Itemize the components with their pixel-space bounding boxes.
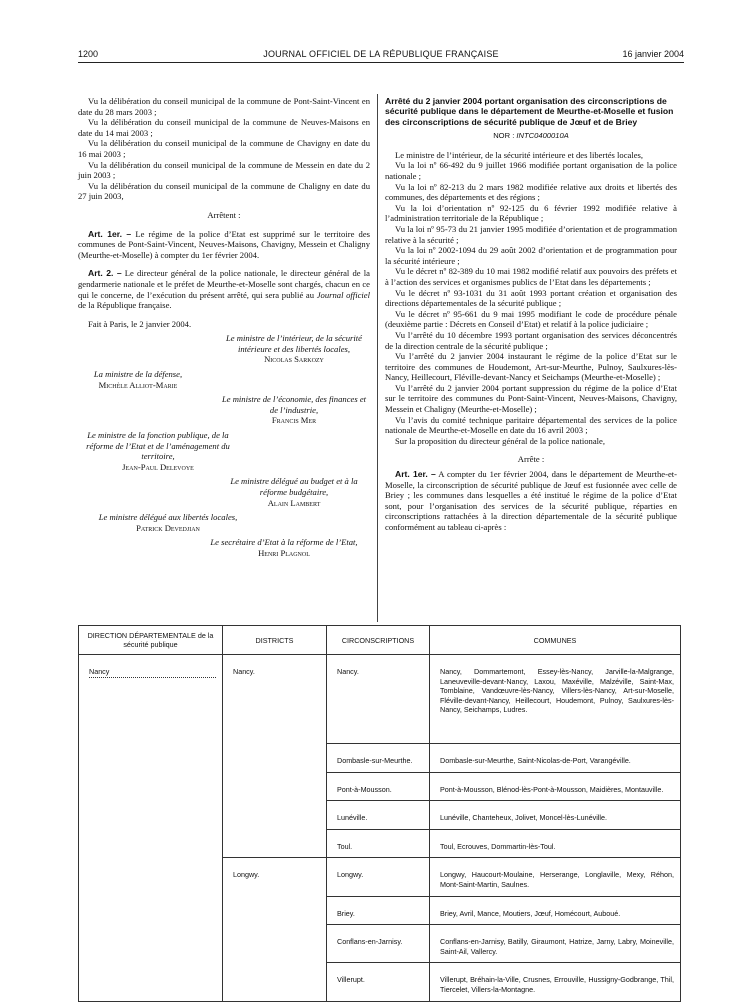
vu-paragraph: Vu la délibération du conseil municipal de la commune de Neuves-Maisons en date du 14 mai 2003 ;	[78, 117, 370, 138]
signatory-title: Le secrétaire d’Etat à la réforme de l’Etat,	[210, 537, 358, 548]
article-1	[78, 229, 370, 261]
circonscription-cell: Lunéville.	[327, 801, 430, 830]
signatory-name: Jean-Paul Delevoye	[122, 461, 194, 472]
vu-paragraph: Vu la délibération du conseil municipal de la commune de Messein en date du 2 juin 2003 ;	[78, 159, 370, 181]
circonscription-cell: Conflans-en-Jarnisy.	[327, 925, 430, 963]
vu-paragraph: Vu l’avis du comité technique paritaire départemental des services de la police nationale de Meurthe-et-Moselle en date du 16 avril 2003 ;	[385, 414, 677, 436]
header-direction: DIRECTION DÉPARTEMENTALE de la sécurité publique	[79, 626, 223, 655]
vu-paragraph: Vu la délibération du conseil municipal de la commune de Chaligny en date du 27 juin 2003,	[78, 180, 370, 202]
vu-paragraph: Vu la délibération du conseil municipal de la commune de Chavigny en date du 16 mai 2003 ;	[78, 138, 370, 159]
signature-block	[78, 369, 198, 390]
header-districts: DISTRICTS	[223, 626, 327, 655]
signatory-title: Le ministre de l’économie, des finances et de l’industrie,	[221, 394, 367, 415]
signatory-title: La ministre de la défense,	[93, 369, 183, 380]
communes-cell: Villerupt, Bréhain-la-Ville, Crusnes, Errouville, Hussigny-Godbrange, Thil, Tiercelet, Villers-la-Montagne.	[430, 963, 681, 1001]
vu-paragraph: Vu la loi nº 82-213 du 2 mars 1982 modifiée relative aux droits et libertés des communes, des départements et des régions ;	[385, 181, 677, 203]
article-1-label: Art. 1er. –	[395, 469, 436, 480]
article-1-label: Art. 1er. –	[88, 228, 132, 239]
vu-paragraph: Vu la loi d’orientation nº 92-125 du 6 février 1992 modifiée relative à l’administration territoriale de la République ;	[385, 202, 677, 224]
communes-cell: Longwy, Haucourt-Moulaine, Herserange, Longlaville, Mexy, Réhon, Mont-Saint-Martin, Saulnes.	[430, 858, 681, 896]
signatory-name: Nicolas Sarkozy	[264, 354, 324, 365]
vu-paragraph: Vu la loi nº 66-492 du 9 juillet 1966 modifiée portant organisation de la police nationale ;	[385, 160, 677, 181]
article-2-label: Art. 2. –	[88, 268, 122, 279]
nor-code: INTC0400010A	[516, 131, 569, 141]
article-2	[78, 268, 370, 310]
header-circonscriptions: CIRCONSCRIPTIONS	[327, 626, 430, 655]
vu-paragraph: Sur la proposition du directeur général de la police nationale,	[395, 435, 605, 446]
header-rule	[78, 62, 684, 63]
nor-reference	[385, 131, 677, 142]
table-header-row	[79, 626, 681, 655]
vu-paragraph: Vu la loi nº 2002-1094 du 29 août 2002 d’orientation et de programmation pour la sécurité intérieure ;	[385, 245, 677, 266]
circonscription-cell: Villerupt.	[327, 963, 430, 1001]
nor-label: NOR :	[493, 131, 517, 141]
circonscription-cell: Briey.	[327, 896, 430, 925]
signatory-name: Francis Mer	[271, 415, 317, 426]
page-number: 1200	[78, 49, 99, 59]
direction-name: Nancy	[89, 667, 216, 678]
signatory-title: Le ministre de l’intérieur, de la sécurité intérieure et des libertés locales,	[226, 333, 362, 354]
article-1-text: Le régime de la police d’Etat est supprimé sur le territoire des communes de Pont-Saint-Vincent, Neuves-Maisons, Chavigny, Messein et Chaligny (Meurthe-et-Moselle) à compter du 1er février 2004.	[78, 228, 370, 260]
signatory-name: Michèle Alliot-Marie	[98, 379, 178, 390]
communes-cell: Toul, Ecrouves, Dommartin-lès-Toul.	[430, 829, 681, 858]
communes-cell: Briey, Avril, Mance, Moutiers, Jœuf, Homécourt, Auboué.	[430, 896, 681, 925]
circonscription-cell: Nancy.	[327, 655, 430, 744]
vu-paragraph: Vu la loi nº 95-73 du 21 janvier 1995 modifiée d’orientation et de programmation relative à la sécurité ;	[385, 223, 677, 245]
right-column	[385, 96, 677, 533]
direction-cell	[79, 655, 223, 1002]
signatory-name: Alain Lambert	[267, 497, 321, 508]
vu-paragraph: Vu le décret nº 82-389 du 10 mai 1982 modifié relatif aux pouvoirs des préfets et à l’action des services et organismes publics de l’Etat dans les départements ;	[385, 266, 677, 287]
circonscription-cell: Dombasle-sur-Meurthe.	[327, 744, 430, 773]
article-2-text: Le directeur général de la police nationale, le directeur général de la gendarmerie nationale et le préfet de Meurthe-et-Moselle sont chargés, chacun en ce qui le concerne, de l’exécution du présent arrêté, qui sera publié au	[78, 268, 370, 300]
vu-paragraph: Vu l’arrêté du 2 janvier 2004 portant suppression du régime de la police d’Etat sur le territoire des communes du Pont-Saint-Vincent, Neuves-Maisons, Chavigny, Messein et Chaligny (Meurthe-et-Moselle) ;	[385, 382, 677, 415]
communes-cell: Conflans-en-Jarnisy, Batilly, Giraumont, Hatrize, Jarny, Labry, Moineville, Saint-Ail, Vallercy.	[430, 925, 681, 963]
vu-paragraph: Vu l’arrêté du 2 janvier 2004 instaurant le régime de la police d’Etat sur le territoire des communes de Houdemont, Art-sur-Meurthe, Pulnoy, Saulxures-lès-Nancy, Heillecourt, Fléville-devant-Nancy et Seichamps (Meurthe-et-Moselle) ;	[385, 351, 677, 383]
journal-title: JOURNAL OFFICIEL DE LA RÉPUBLIQUE FRANÇAISE	[263, 49, 499, 59]
left-column	[78, 96, 370, 559]
circonscription-cell: Toul.	[327, 829, 430, 858]
communes-cell: Nancy, Dommartemont, Essey-lès-Nancy, Jarville-la-Malgrange, Laneuveville-devant-Nancy, Laxou, Maxéville, Malzéville, Saint-Max, Tomblaine, Vandœuvre-lès-Nancy, Villers-lès-Nancy, Art-sur-Moselle, Fléville-devant-Nancy, Heillecourt, Houdemont, Pulnoy, Saulxures-lès-Nancy, Seichamps, Ludres.	[430, 655, 681, 744]
communes-cell: Pont-à-Mousson, Blénod-lès-Pont-à-Mousson, Maidières, Montauville.	[430, 772, 681, 801]
signatory-name: Henri Plagnol	[258, 547, 310, 558]
district-cell: Longwy.	[223, 858, 327, 1001]
arretent-heading: Arrêtent :	[207, 209, 241, 220]
vu-paragraph: Vu le décret nº 93-1031 du 31 août 1993 portant création et organisation des directions départementales de la sécurité publique ;	[385, 287, 677, 309]
communes-cell: Dombasle-sur-Meurthe, Saint-Nicolas-de-Port, Varangéville.	[430, 744, 681, 773]
signature-block	[78, 512, 258, 533]
signature-block	[218, 333, 370, 365]
journal-officiel-ref: Journal officiel	[316, 289, 370, 300]
fait-a-paris: Fait à Paris, le 2 janvier 2004.	[88, 318, 192, 329]
vu-paragraph: Vu l’arrêté du 10 décembre 1993 portant organisation des services déconcentrés de la direction centrale de la sécurité publique ;	[385, 329, 677, 351]
signature-block	[218, 394, 370, 426]
communes-cell: Lunéville, Chanteheux, Jolivet, Moncel-lès-Lunéville.	[430, 801, 681, 830]
vu-paragraph: Vu le décret nº 95-661 du 9 mai 1995 modifiant le code de procédure pénale (deuxième partie : Décrets en Conseil d’Etat) et relatif à la police judiciaire ;	[385, 308, 677, 330]
circonscription-cell: Longwy.	[327, 858, 430, 896]
signatory-title: Le ministre de la fonction publique, de la réforme de l’Etat et de l’aménagement du territoire,	[86, 430, 230, 462]
signatory-name: Patrick Devedjian	[136, 522, 200, 533]
article-1-right	[385, 469, 677, 533]
signature-block	[78, 430, 238, 472]
circonscription-cell: Pont-à-Mousson.	[327, 772, 430, 801]
signatory-title: Le ministre délégué aux libertés locales,	[98, 512, 238, 523]
column-divider	[377, 94, 378, 622]
table-row	[79, 655, 681, 744]
header-communes: COMMUNES	[430, 626, 681, 655]
signature-block	[198, 537, 370, 558]
article-1-text: A compter du 1er février 2004, dans le département de Meurthe-et-Moselle, la circonscription de sécurité publique de Jœuf est fusionnée avec celle de Briey ; les communes dans lesquelles a été institué le régime de la police d’Etat sont, pour l’organisation des services de la sécurité publique, réparties en circonscriptions rattachées à la direction départementale de la sécurité publique conformément au tableau ci-après :	[385, 469, 678, 532]
circonscriptions-table	[78, 625, 681, 1002]
vu-paragraph: Vu la délibération du conseil municipal de la commune de Pont-Saint-Vincent en date du 28 mars 2003 ;	[78, 96, 370, 117]
page-header	[78, 49, 684, 63]
intro-paragraph: Le ministre de l’intérieur, de la sécurité intérieure et des libertés locales,	[395, 149, 644, 160]
district-cell: Nancy.	[223, 655, 327, 858]
issue-date: 16 janvier 2004	[622, 49, 684, 59]
signatory-title: Le ministre délégué au budget et à la réforme budgétaire,	[230, 476, 358, 497]
article-2-text-end: de la République française.	[78, 300, 172, 311]
arrete-title: Arrêté du 2 janvier 2004 portant organisation des circonscriptions de sécurité publique dans le département de Meurthe-et-Moselle et fusion des circonscriptions de sécurité publique de Jœuf et de Briey	[385, 96, 674, 127]
signature-block	[218, 476, 370, 508]
arrete-heading: Arrête :	[517, 454, 545, 465]
